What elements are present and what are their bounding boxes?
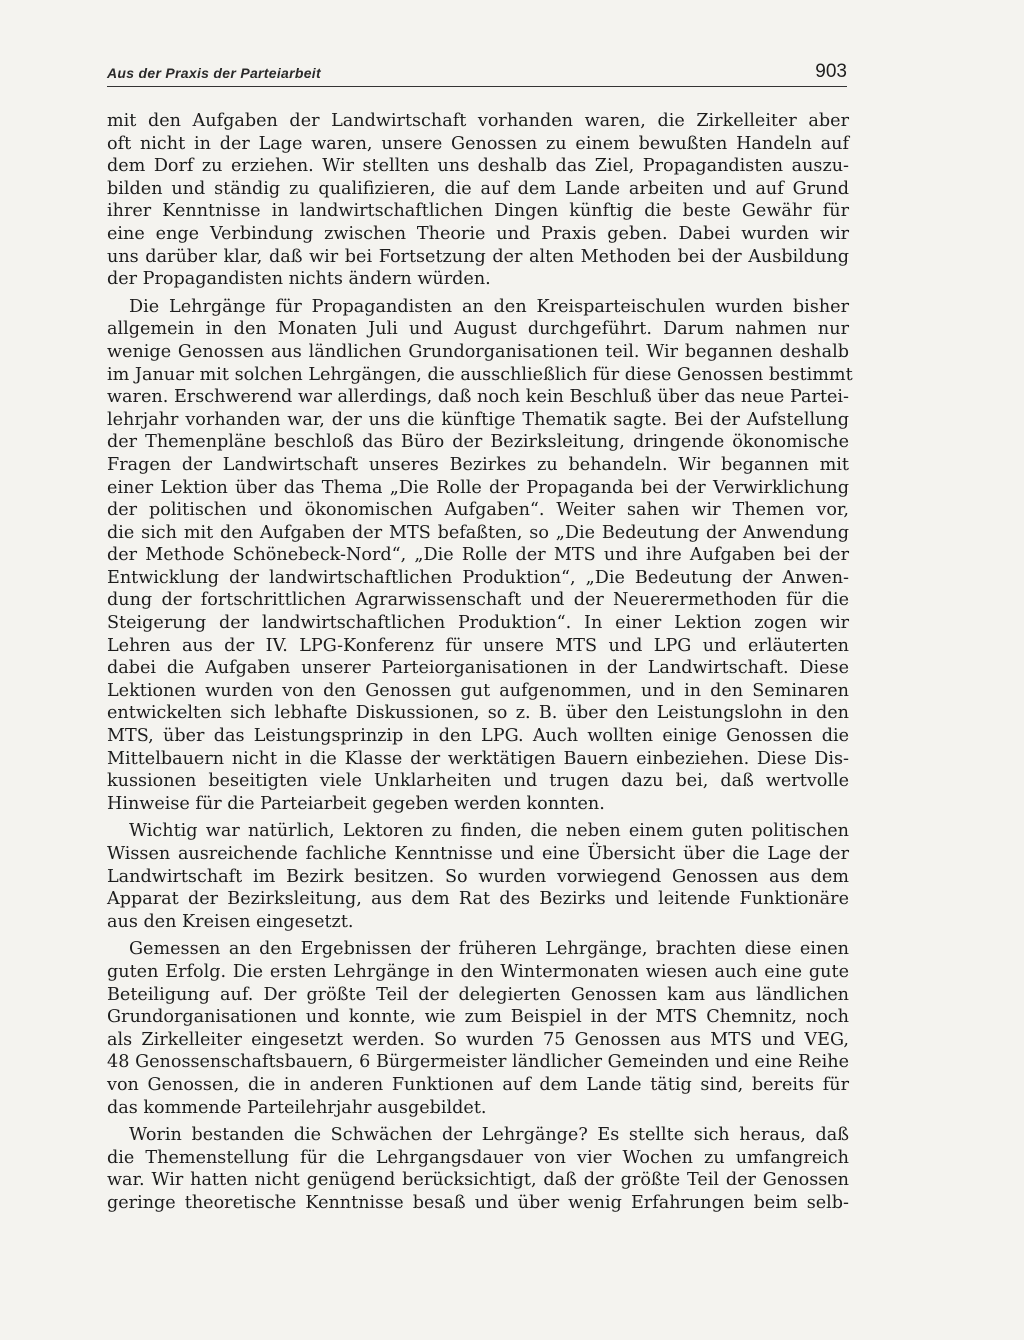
text-line: von Genossen, die in anderen Funktionen auf dem Lande tätig sind, bereits für [107,1074,849,1095]
text-line: Beteiligung auf. Der größte Teil der delegierten Genossen kam aus ländlichen [107,984,849,1005]
page-header [107,61,847,85]
text-line: das kommende Parteilehrjahr ausgebildet. [107,1097,487,1118]
text-line: Lehren aus der IV. LPG-Konferenz für unsere MTS und LPG und erläuterten [107,635,849,656]
text-line: dabei die Aufgaben unserer Parteiorganisationen in der Landwirtschaft. Diese [107,658,849,679]
text-line: MTS, über das Leistungsprinzip in den LPG. Auch wollten einige Genossen die [107,726,849,747]
text-line: kussionen beseitigten viele Unklarheiten und trugen dazu bei, daß wertvolle [107,771,849,792]
text-line: dem Dorf zu erziehen. Wir stellten uns deshalb das Ziel, Propagandisten auszu- [107,156,849,177]
text-line: die sich mit den Aufgaben der MTS befaßten, so „Die Bedeutung der Anwendung [107,522,849,543]
text-line: Landwirtschaft im Bezirk besitzen. So wurden vorwiegend Genossen aus dem [107,866,849,887]
text-line: Steigerung der landwirtschaftlichen Produktion“. In einer Lektion zogen wir [107,613,849,634]
article-body [107,110,853,1215]
text-line: entwickelten sich lebhafte Diskussionen, so z. B. über den Leistungslohn in den [107,703,849,724]
text-line: bilden und ständig zu qualifizieren, die auf dem Lande arbeiten und auf Grund [107,178,849,199]
text-line: ihrer Kenntnisse in landwirtschaftlichen Dingen künftig die beste Gewähr für [107,201,849,222]
running-head: Aus der Praxis der Parteiarbeit [107,65,321,81]
text-line: Hinweise für die Parteiarbeit gegeben werden konnten. [107,793,605,814]
text-line: lehrjahr vorhanden war, der uns die künftige Thematik sagte. Bei der Aufstellung [107,409,849,430]
text-line: Wissen ausreichende fachliche Kenntnisse und eine Übersicht über die Lage der [107,844,849,864]
text-line: im Januar mit solchen Lehrgängen, die ausschließlich für diese Genossen bestimmt [107,364,853,385]
text-line: Mittelbauern nicht in die Klasse der werktätigen Bauern einbeziehen. Diese Dis- [107,748,849,769]
text-line: der Themenpläne beschloß das Büro der Bezirksleitung, dringende ökonomische [107,432,849,453]
text-line: wenige Genossen aus ländlichen Grundorganisationen teil. Wir begannen deshalb [107,341,849,362]
text-line: Gemessen an den Ergebnissen der früheren Lehrgänge, brachten diese einen [129,939,849,960]
text-line: Grundorganisationen und konnte, wie zum Beispiel in der MTS Chemnitz, noch [107,1007,849,1028]
text-line: der Methode Schönebeck-Nord“, „Die Rolle der MTS und ihre Aufgaben bei der [107,545,849,566]
text-line: oft nicht in der Lage waren, unsere Genossen zu einem bewußten Handeln auf [107,133,849,154]
paragraph [107,296,853,816]
text-line: war. Wir hatten nicht genügend berücksichtigt, daß der größte Teil der Genossen [107,1170,849,1191]
page-number: 903 [815,61,847,82]
text-line: waren. Erschwerend war allerdings, daß noch kein Beschluß über das neue Partei- [107,387,849,408]
text-line: als Zirkelleiter eingesetzt werden. So wurden 75 Genossen aus MTS und VEG, [107,1029,849,1050]
text-line: mit den Aufgaben der Landwirtschaft vorhanden waren, die Zirkelleiter aber [107,111,849,131]
text-line: Die Lehrgänge für Propagandisten an den Kreisparteischulen wurden bisher [129,296,849,317]
paragraph [107,1124,849,1214]
text-line: Wichtig war natürlich, Lektoren zu finden, die neben einem guten politischen [129,821,849,842]
text-line: 48 Genossenschaftsbauern, 6 Bürgermeister ländlicher Gemeinden und eine Reihe [107,1052,849,1073]
text-line: eine enge Verbindung zwischen Theorie und Praxis geben. Dabei wurden wir [107,223,849,244]
text-line: aus den Kreisen eingesetzt. [107,911,354,932]
text-line: dung der fortschrittlichen Agrarwissenschaft und der Neuerermethoden für die [107,590,849,611]
text-line: der politischen und ökonomischen Aufgaben“. Weiter sahen wir Themen vor, [107,500,849,521]
text-line: geringe theoretische Kenntnisse besaß und über wenig Erfahrungen beim selb- [107,1192,849,1213]
header-rule [107,86,847,87]
paragraph [107,820,849,933]
text-line: Fragen der Landwirtschaft unseres Bezirkes zu behandeln. Wir begannen mit [107,454,849,475]
text-line: der Propagandisten nichts ändern würden. [107,269,491,290]
text-line: die Themenstellung für die Lehrgangsdauer von vier Wochen zu umfangreich [107,1147,849,1168]
paragraph [107,110,849,291]
text-line: einer Lektion über das Thema „Die Rolle der Propaganda bei der Verwirklichung [107,477,849,498]
text-line: Lektionen wurden von den Genossen gut aufgenommen, und in den Seminaren [107,680,849,701]
text-line: Apparat der Bezirksleitung, aus dem Rat des Bezirks und leitende Funktionäre [107,889,849,910]
text-line: guten Erfolg. Die ersten Lehrgänge in den Wintermonaten wiesen auch eine gute [107,961,849,982]
text-line: Worin bestanden die Schwächen der Lehrgänge? Es stellte sich heraus, daß [129,1125,849,1146]
text-line: Entwicklung der landwirtschaftlichen Produktion“, „Die Bedeutung der Anwen- [107,567,849,588]
paragraph [107,938,849,1119]
text-line: uns darüber klar, daß wir bei Fortsetzung der alten Methoden bei der Ausbildung [107,246,849,267]
text-line: allgemein in den Monaten Juli und August durchgeführt. Darum nahmen nur [107,319,849,340]
